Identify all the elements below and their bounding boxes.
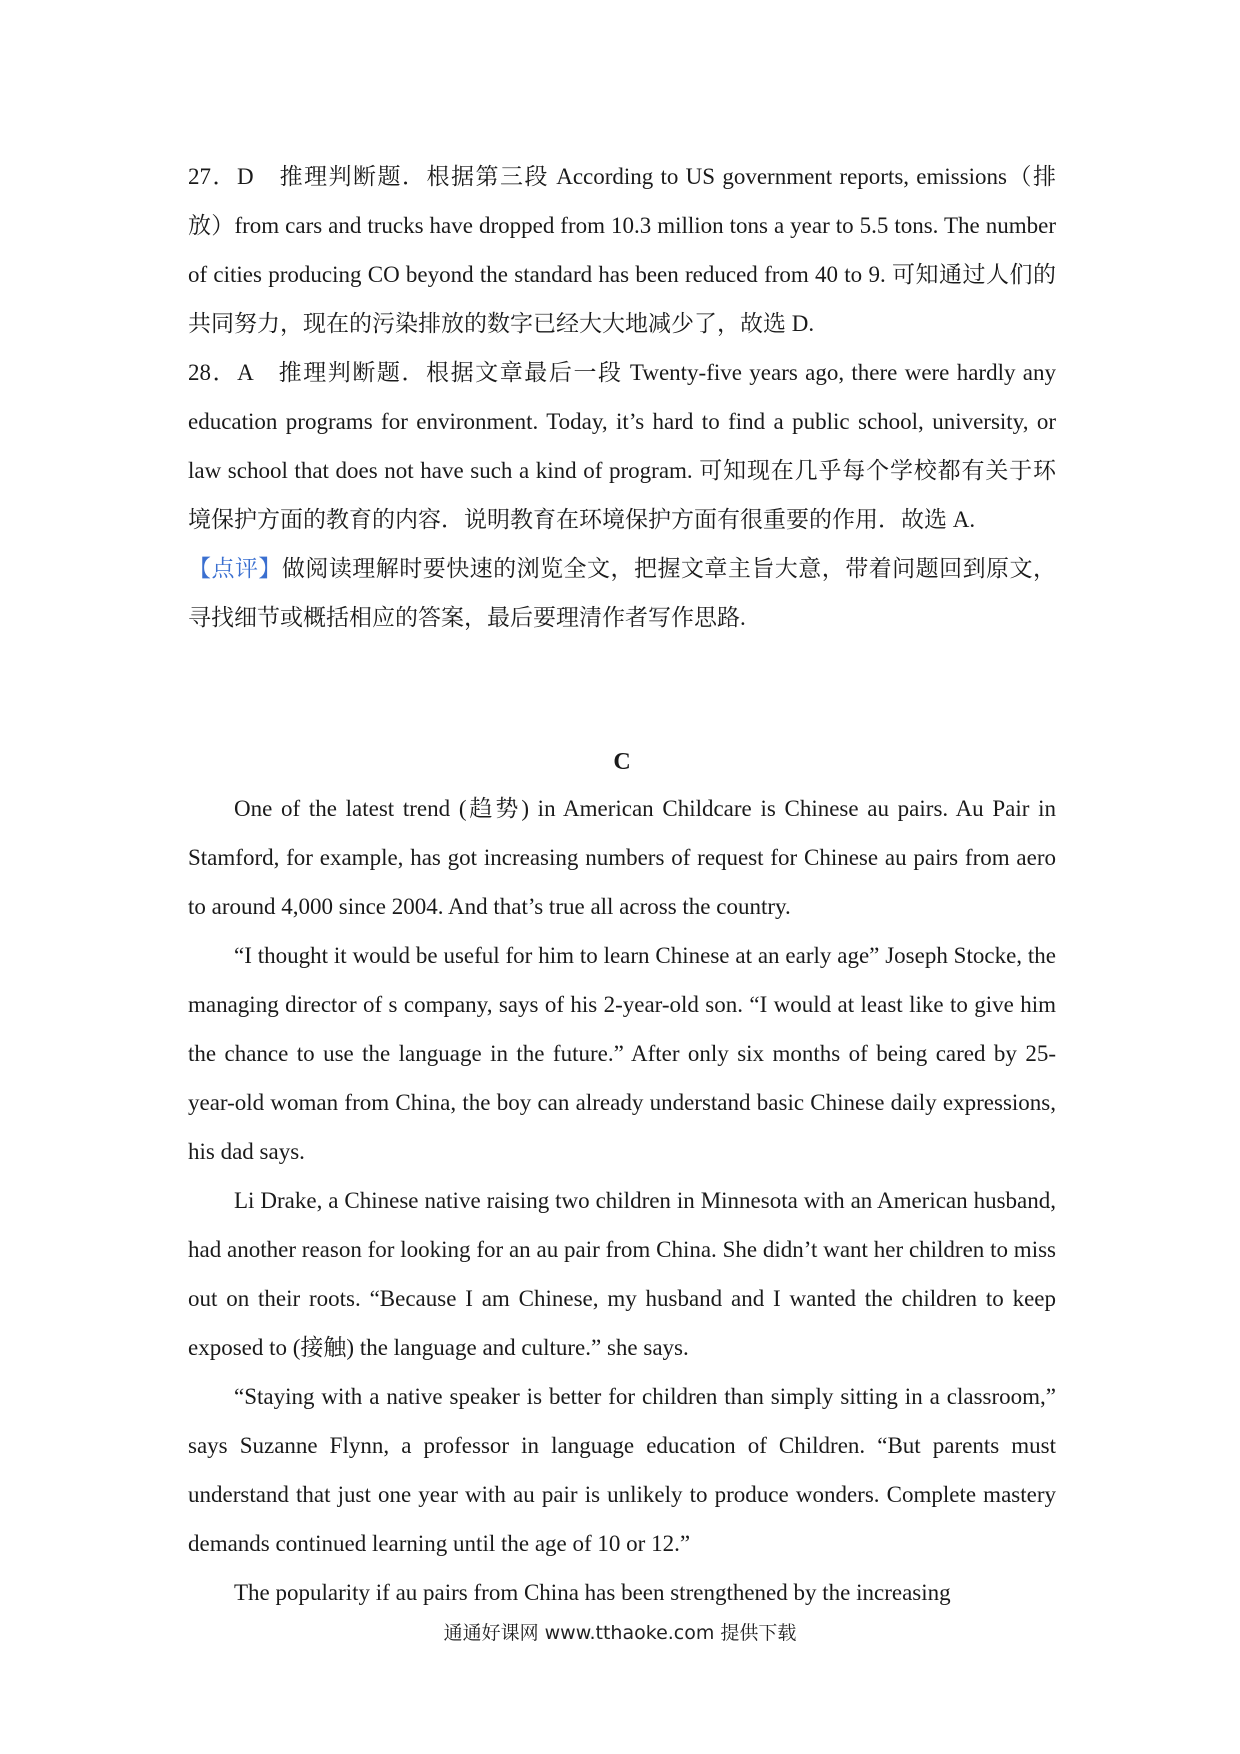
passage-paragraph: “Staying with a native speaker is better for children than simply sitting in a classroom,” says Suzanne Flynn, a professor in language education of Children. “But parents must understand that just one year with au pair is unlikely to produce wonders. Complete mastery demands continued learning until the age of 10 or 12.”	[188, 1384, 1056, 1556]
page-footer: 通通好课网 www.tthaoke.com 提供下载	[443, 1622, 797, 1644]
answer-explanations	[188, 152, 1056, 642]
passage-paragraph: One of the latest trend (趋势) in American Childcare is Chinese au pairs. Au Pair in Stamford, for example, has got increasing numbers of request for Chinese au pairs from aero to around 4,000 since 2004. And that’s true all across the country.	[188, 796, 1056, 919]
section-heading: C	[613, 749, 631, 775]
comment-paragraph	[188, 544, 1056, 642]
comment-tag: 【点评】	[188, 556, 282, 581]
passage-paragraph: The popularity if au pairs from China has been strengthened by the increasing	[234, 1580, 951, 1605]
answer-27: 27．D 推理判断题．根据第三段 According to US government reports, emissions（排放）from cars and trucks have dropped from 10.3 million tons a year to 5.5 tons. The number of cities producing CO beyond the standard has been reduced from 40 to 9. 可知通过人们的共同努力，现在的污染排放的数字已经大大地减少了，故选 D.	[188, 164, 1056, 336]
passage-paragraph: Li Drake, a Chinese native raising two children in Minnesota with an American husband, had another reason for looking for an au pair from China. She didn’t want her children to miss out on their roots. “Because I am Chinese, my husband and I wanted the children to keep exposed to (接触) the language and culture.” she says.	[188, 1188, 1056, 1360]
answer-28: 28．A 推理判断题．根据文章最后一段 Twenty-five years ago, there were hardly any education programs for environment. Today, it’s hard to find a public school, university, or law school that does not have such a kind of program. 可知现在几乎每个学校都有关于环境保护方面的教育的内容．说明教育在环境保护方面有很重要的作用．故选 A.	[188, 360, 1056, 532]
passage-c	[188, 784, 1056, 1617]
passage-paragraph: “I thought it would be useful for him to learn Chinese at an early age” Joseph Stocke, the managing director of s company, says of his 2-year-old son. “I would at least like to give him the chance to use the language in the future.” After only six months of being cared by 25-year-old woman from China, the boy can already understand basic Chinese daily expressions, his dad says.	[188, 943, 1056, 1164]
comment-text: 做阅读理解时要快速的浏览全文，把握文章主旨大意，带着问题回到原文，寻找细节或概括相应的答案，最后要理清作者写作思路.	[188, 556, 1057, 630]
